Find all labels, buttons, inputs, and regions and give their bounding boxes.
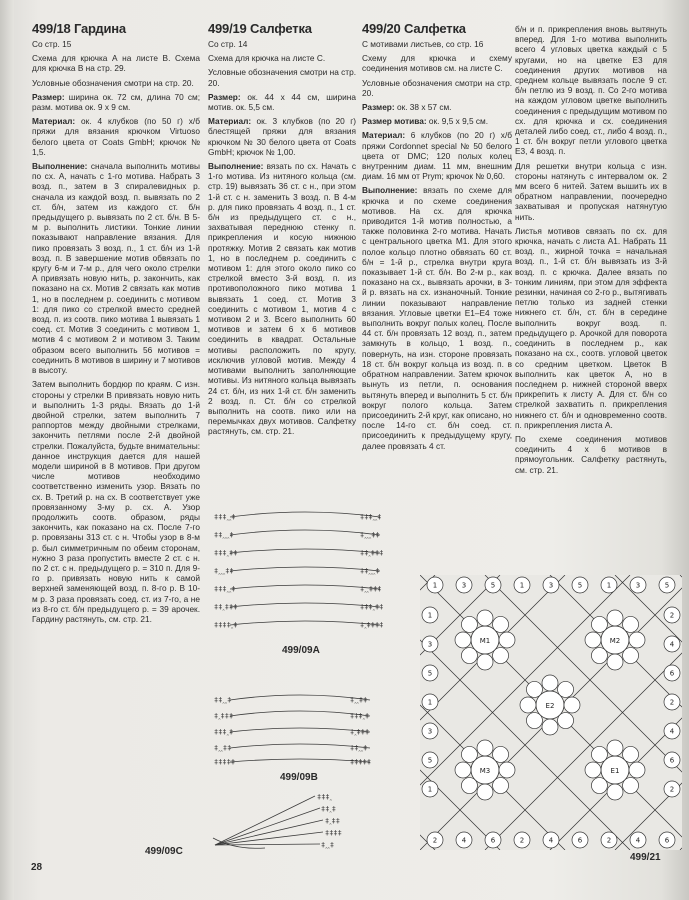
svg-text:‡‡ꞈꞈꞈ‡: ‡‡ꞈꞈꞈ‡ <box>214 531 234 539</box>
chart-label-09b: 499/09B <box>280 772 318 783</box>
pattern-499-20-continued <box>515 24 667 479</box>
text-p4: По схеме соединения мотивов соединить 4 х 6 мотивов в прямоугольник. Салфетку растянуть, см. стр. 21. <box>515 433 667 475</box>
svg-text:‡ꞈꞈꞈ‡‡: ‡ꞈꞈꞈ‡‡ <box>360 531 380 539</box>
svg-text:‡‡‡ꞈ‡: ‡‡‡ꞈ‡ <box>350 712 370 720</box>
petal-circle <box>623 616 639 632</box>
svg-text:‡‡‡‡: ‡‡‡‡ <box>325 829 342 837</box>
petal-circle <box>526 681 542 697</box>
petal-circle <box>607 610 623 626</box>
text-p1: Со стр. 14 <box>208 39 248 49</box>
border-number: 1 <box>606 581 612 590</box>
border-number: 5 <box>490 581 496 590</box>
petal-circle <box>591 778 607 794</box>
size-block <box>362 102 512 112</box>
border-number: 4 <box>635 836 641 845</box>
petal-circle <box>585 632 601 648</box>
crochet-chart-09c <box>205 790 355 852</box>
crochet-chart-09a <box>210 505 400 645</box>
svg-text:‡ꞈ‡‡: ‡ꞈ‡‡ <box>325 817 340 825</box>
petal-circle <box>493 616 509 632</box>
svg-text:‡ꞈꞈ‡‡: ‡ꞈꞈ‡‡ <box>214 744 232 752</box>
petal-circle <box>591 616 607 632</box>
petal-circle <box>591 648 607 664</box>
border-number: 5 <box>577 581 583 590</box>
crochet-chart-09b <box>210 690 390 770</box>
svg-text:‡ꞈꞈ‡: ‡ꞈꞈ‡ <box>321 841 335 849</box>
execution-block <box>208 161 356 436</box>
material-block <box>208 116 356 157</box>
svg-text:‡ꞈꞈ‡‡: ‡ꞈꞈ‡‡ <box>350 696 368 704</box>
petal-circle <box>477 784 493 800</box>
text-p3: Условные обозначения смотри на стр. 20. <box>362 77 512 98</box>
execution-label: Выполнение: <box>208 161 264 172</box>
petal-circle <box>623 778 639 794</box>
petal-circle <box>520 697 536 713</box>
border-number: 6 <box>669 669 675 678</box>
svg-text:‡‡ꞈ‡‡‡: ‡‡ꞈ‡‡‡ <box>214 603 238 611</box>
border-number: 1 <box>427 785 433 794</box>
border-number: 3 <box>548 581 554 590</box>
petal-circle <box>542 675 558 691</box>
svg-text:‡‡‡‡‡: ‡‡‡‡‡ <box>214 758 236 766</box>
svg-text:‡‡‡‡‡: ‡‡‡‡‡ <box>350 758 372 766</box>
petal-circle <box>493 746 509 762</box>
material-label: Материал: <box>208 116 252 127</box>
motif-connection-diagram <box>420 575 682 850</box>
svg-text:‡ꞈ‡‡‡: ‡ꞈ‡‡‡ <box>350 728 370 736</box>
svg-text:‡ꞈ‡‡‡‡: ‡ꞈ‡‡‡‡ <box>360 621 384 629</box>
chart-label-09a: 499/09A <box>282 645 320 656</box>
petal-circle <box>477 610 493 626</box>
svg-text:‡‡‡ꞈ‡: ‡‡‡ꞈ‡ <box>214 728 234 736</box>
border-number: 4 <box>669 640 675 649</box>
flower-label: M2 <box>609 637 621 645</box>
size-label: Размер: <box>362 102 395 113</box>
title-499-20: 499/20 Салфетка <box>362 21 466 36</box>
size-text: ширина ок. 72 см, длина 70 см; разм. мотива ок. 9 х 9 см. <box>32 91 201 113</box>
border-number: 2 <box>519 836 525 845</box>
material-text: ок. 4 клубков (по 50 г) х/б пряжи для вязания крючком Virtuoso белого цвета от Coats GmbH; крючок № 1,5. <box>32 116 200 157</box>
text-p1: С мотивами листьев, со стр. 16 <box>362 39 484 49</box>
border-number: 2 <box>669 785 675 794</box>
border-number: 1 <box>519 581 525 590</box>
material-block <box>362 130 512 181</box>
text-p2: Для решетки внутри кольца с изн. стороны натянуть с интервалом ок. 2 мм всего 6 нитей. Затем вышить их в обратном направлении, поочередно захватывая и пропуская натянутую нить. <box>515 160 667 222</box>
pattern-499-20 <box>362 22 512 455</box>
execution-text: вязать по схеме для крючка и по схеме соединения мотивов. На сх. для крючка приводится 1-й мотив полностью, а также половинка 2-го мотива. Начать с центрального цветка М1. Для этого полое кольцо плотно обвязать 60 ст. б/н = 1-й р., стрелка внутри круга показывает 1-й ст. б/н. Во 2-м р., как показано на сх., вывязать арочки, в 3-й р. вязать на сх. изнаночный. Тонкие линии показывают направление вязания. Угловые цветки Е1–Е4 тоже выполнить вокруг полых колец. После 44 ст. б/н провязать 12 возд. п., затем замкнуть в кольцо, 1 возд. п., повернуть, на изн. стороне провязать 18 ст. б/н вокруг кольца из возд. п. в обратном направлении. Затем крючок вынуть из петли, п. основания вытянуть вперед и выполнить 5 ст. б/н вокруг полого кольца. Затем присоединить 2-й круг, как описано, но после 14-го ст. б/н соед. ст. присоединить к предыдущему кругу, далее провязать 4 ст. <box>362 185 512 451</box>
petal-circle <box>499 762 515 778</box>
text-p1: Со стр. 15 <box>32 39 72 49</box>
svg-text:‡ꞈꞈ‡‡‡: ‡ꞈꞈ‡‡‡ <box>360 585 382 593</box>
petal-circle <box>558 681 574 697</box>
petal-circle <box>591 746 607 762</box>
flower-label: M1 <box>479 637 491 645</box>
border-number: 4 <box>669 727 675 736</box>
material-block <box>32 116 200 157</box>
pattern-499-19 <box>208 22 356 441</box>
svg-text:‡‡‡ꞈ‡‡: ‡‡‡ꞈ‡‡ <box>360 603 384 611</box>
petal-circle <box>558 713 574 729</box>
border-number: 2 <box>432 836 438 845</box>
border-number: 5 <box>427 669 433 678</box>
petal-circle <box>499 632 515 648</box>
title-499-18: 499/18 Гардина <box>32 21 126 36</box>
petal-circle <box>461 648 477 664</box>
material-text: 6 клубков (по 20 г) х/б пряжи Cordonnet special № 50 белого цвета от DMC; 120 полых колец внутренним диам. 11 мм, внешним диам. 16 мм от Prym; крючок № 0,60. <box>362 130 512 182</box>
svg-text:‡‡ꞈꞈ‡: ‡‡ꞈꞈ‡ <box>350 744 368 752</box>
border-number: 2 <box>669 698 675 707</box>
text-p3: Условные обозначения смотри на стр. 20. <box>208 67 356 88</box>
petal-circle <box>526 713 542 729</box>
petal-circle <box>455 762 471 778</box>
border-number: 6 <box>490 836 496 845</box>
border-number: 4 <box>548 836 554 845</box>
svg-text:‡‡‡ꞈꞈ‡: ‡‡‡ꞈꞈ‡ <box>214 513 236 521</box>
svg-text:‡‡‡ꞈꞈ‡: ‡‡‡ꞈꞈ‡ <box>360 513 382 521</box>
pattern-499-18 <box>32 22 200 628</box>
petal-circle <box>455 632 471 648</box>
petal-circle <box>585 762 601 778</box>
material-label: Материал: <box>362 130 406 141</box>
petal-circle <box>461 746 477 762</box>
page-gutter <box>0 0 14 900</box>
border-number: 1 <box>427 611 433 620</box>
flower-label: E2 <box>545 702 555 710</box>
petal-circle <box>461 616 477 632</box>
text-p2: Схему для крючка и схему соединения мотивов см. на листе С. <box>362 53 512 74</box>
petal-circle <box>461 778 477 794</box>
text-p1: б/н и п. прикрепления вновь вытянуть вперед. Для 1-го мотива выполнить всего 4 угловых цветка каждый с 5 кругами, но на цветке Е3 для соединения других мотивов на среднем кольце вывязать после 9 ст. б/н петлю из 9 возд. п. Со 2-го мотива на каждом угловом цветке выполнить соединения с предыдущим мотивом по сх. для крючка и сх. соединения деталей либо соед. ст., либо 4 возд. п., 1 ст. б/н вокруг петли углового цветка Е3, 4 возд. п. <box>515 24 667 157</box>
petal-circle <box>607 654 623 670</box>
material-text: ок. 3 клубков (по 20 г) блестящей пряжи для вязания крючком № 30 белого цвета от Coats GmbH; крючок № 1,00. <box>208 116 356 157</box>
border-block: Затем выполнить бордюр по краям. С изн. стороны у стрелки В привязать новую нить и выполнить 1-3 ряды. Вязать до 1-й двойной стрелки, затем выполнить 7 раппортов между двойными стрелками, закончить петлями после 2-й двойной стрелки. Пожалуйста, будьте внимательны: данное инструкция дается для нашей модели шириной в 8 мотивов. При другом числе мотивов необходимо соответственно изменить узор. Вязать по сх. В. Третий р. на сх. В соответствует уже провязанному 3-му р. сх. А. Узор продолжить соотв. образом, ряды закончить, как показано на сх. После 7-го р. провязаны 313 ст. с н. Чтобы узор в 8-м р. был симметричным по обеим сторонам, нужно 3 раза пропустить вместе 2 ст. с н. по 2 ст. с н. предыдущего р. = 310 п. Для 9-го р. привязать новую нить к самой верхней заменяющей возд. п. 8-го р. В 10-м р. 3 раза провязать соед. ст. из 7-го, а не из 8-го ст. б/н предыдущего р. = 39 арочек. Гардину растянуть, см. стр. 21. <box>32 379 200 624</box>
size-block <box>32 92 200 112</box>
diagram-label-499-21: 499/21 <box>630 852 661 863</box>
svg-text:‡ꞈꞈꞈ‡‡: ‡ꞈꞈꞈ‡‡ <box>214 567 234 575</box>
petal-circle <box>623 648 639 664</box>
size-label: Размер: <box>32 91 65 102</box>
execution-block <box>32 161 200 375</box>
petal-circle <box>493 778 509 794</box>
svg-text:‡‡ꞈꞈꞈ‡: ‡‡ꞈꞈꞈ‡ <box>360 567 380 575</box>
petal-circle <box>629 632 645 648</box>
page-number: 28 <box>31 862 43 873</box>
text-p2: Схема для крючка А на листе В. Схема для крючка В на стр. 29. <box>32 53 200 74</box>
petal-circle <box>629 762 645 778</box>
motif-size-block <box>362 116 512 126</box>
svg-text:‡‡ꞈ‡‡‡: ‡‡ꞈ‡‡‡ <box>360 549 384 557</box>
text-p2: Схема для крючка на листе С. <box>208 53 326 64</box>
border-number: 6 <box>669 756 675 765</box>
execution-text: сначала выполнить мотивы по сх. А, начать с 1-го мотива. Набрать 3 возд. п., затем в 3 спиралевидных р. сначала из каждой возд. п. вывязать по 2 ст. б/н, затем из каждого ст. б/н предыдущего р. вывязать по 2 ст. б/н. В 5-м р. выполнить листики. Тонкие линии показывают направление вязания. Для пико провязать 3 возд. п., 1 ст. б/н из 1-й возд. п. В завершение мотив обвязать по кругу 6-м и 7-м р., для чего около стрелки А привязать новую нить, р. закончить, как показано на сх. Мотив 2 связать как мотив 1, но в последнем р. соединить с мотивом 1: для пико со стрелкой вместо средней возд. п. из соотв. пико мотива 1 вывязать 1 соед. ст. Мотив 3 соединить с мотивом 1, мотив 4 с мотивом 2 и мотивом 3. Таким образом всего выполнить 56 мотивов = соединить 8 мотивов в ширину и 7 мотивов в высоту. <box>32 161 200 376</box>
petal-circle <box>564 697 580 713</box>
flower-label: M3 <box>479 767 491 775</box>
border-number: 4 <box>461 836 467 845</box>
size-text: ок. 38 х 57 см. <box>396 102 452 113</box>
motif-size-label: Размер мотива: <box>362 116 427 127</box>
title-499-19: 499/19 Салфетка <box>208 21 312 36</box>
border-number: 6 <box>577 836 583 845</box>
border-number: 3 <box>427 727 433 736</box>
border-number: 2 <box>606 836 612 845</box>
border-number: 1 <box>427 698 433 707</box>
petal-circle <box>477 654 493 670</box>
svg-text:‡‡‡ꞈ‡‡: ‡‡‡ꞈ‡‡ <box>214 549 238 557</box>
petal-circle <box>607 784 623 800</box>
border-number: 5 <box>664 581 670 590</box>
svg-text:‡‡ꞈ‡: ‡‡ꞈ‡ <box>321 805 336 813</box>
petal-circle <box>542 719 558 735</box>
border-number: 2 <box>669 611 675 620</box>
execution-block <box>362 185 512 450</box>
size-text: ок. 44 х 44 см, ширина мотив. ок. 5,5 см. <box>208 91 356 113</box>
flower-label: E1 <box>610 767 620 775</box>
petal-circle <box>477 740 493 756</box>
execution-text: вязать по сх. Начать с 1-го мотива. Из нитяного кольца (см. стр. 19) вывязать 36 ст. с н., при этом 1-й ст. с н. заменить 3 возд. п. В 4-м р. для пико провязать 4 возд. п., 1 ст. б/н из предыдущего ст. с н., захватывая переднюю стенку п. прикрепления и косую нижнюю протяжку. Мотив 2 связать как мотив 1, но в последнем р. соединить с мотивом 1: для этого около пико со стрелкой вместо 3-й возд. п. из противоположного пико мотива 1 вывязать 1 соед. ст. Мотив 3 соединить с мотивом 1, мотив 4 с мотивом 2 и 3. Всего выполнить 60 мотивов и затем 6 х 6 мотивов соединить в квадрат. Остальные мотивы расположить по кругу, исключив угловой мотив. Между 4 мотивами выполнить заполняющие мотивы. Из нитяного кольца вывязать 24 ст. б/н, из них 1-й ст. б/н заменить 2 возд. п. Ст. б/н со стрелкой выполнить на соотв. пико или на перемычках двух мотивов. Салфетку растянуть, см. стр. 21. <box>208 161 356 437</box>
svg-text:‡‡‡‡ꞈ‡: ‡‡‡‡ꞈ‡ <box>214 621 238 629</box>
svg-text:‡ꞈ‡‡‡: ‡ꞈ‡‡‡ <box>214 712 234 720</box>
border-number: 3 <box>427 640 433 649</box>
svg-text:‡‡‡ꞈꞈ‡: ‡‡‡ꞈꞈ‡ <box>214 585 236 593</box>
execution-label: Выполнение: <box>32 161 88 172</box>
petal-circle <box>493 648 509 664</box>
border-number: 6 <box>664 836 670 845</box>
svg-text:‡‡ꞈꞈ‡: ‡‡ꞈꞈ‡ <box>214 696 232 704</box>
text-p3: Листья мотивов связать по сх. для крючка, начать с листа А1. Набрать 11 возд. п., жирной точка = начальная возд. п., 1-й ст. б/н вывязать из 3-й возд. п. с крючка. Далее вязать по тонким линиям, при этом для эффекта резинки, начиная со 2-го р., вытягивать петлю только из задней стенки нижнего ст. б/н, ст. б/н в середине выполнить вокруг возд. п. предыдущего р. Арочкой для поворота соединить в последнем р., как показано на сх., соотв. угловой цветок со средним цветком. Цветок В выполнить как цветок А, но в последнем р. нижней стороной вверх прикрепить к листу А. Для ст. б/н со стрелкой захватить п. прикрепления нижнего ст. б/н и одновременно соотв. п. прикрепления листа А. <box>515 225 667 430</box>
border-number: 1 <box>432 581 438 590</box>
chart-label-09c: 499/09C <box>145 846 183 857</box>
size-label: Размер: <box>208 91 241 102</box>
border-number: 3 <box>635 581 641 590</box>
size-block <box>208 92 356 112</box>
border-number: 3 <box>461 581 467 590</box>
svg-text:‡‡‡ꞈ: ‡‡‡ꞈ <box>317 793 332 801</box>
border-number: 5 <box>427 756 433 765</box>
text-p3: Условные обозначения смотри на стр. 20. <box>32 77 194 88</box>
material-label: Материал: <box>32 116 76 127</box>
motif-size-text: ок. 9,5 х 9,5 см. <box>428 116 489 127</box>
petal-circle <box>623 746 639 762</box>
petal-circle <box>607 740 623 756</box>
execution-label: Выполнение: <box>362 185 418 196</box>
